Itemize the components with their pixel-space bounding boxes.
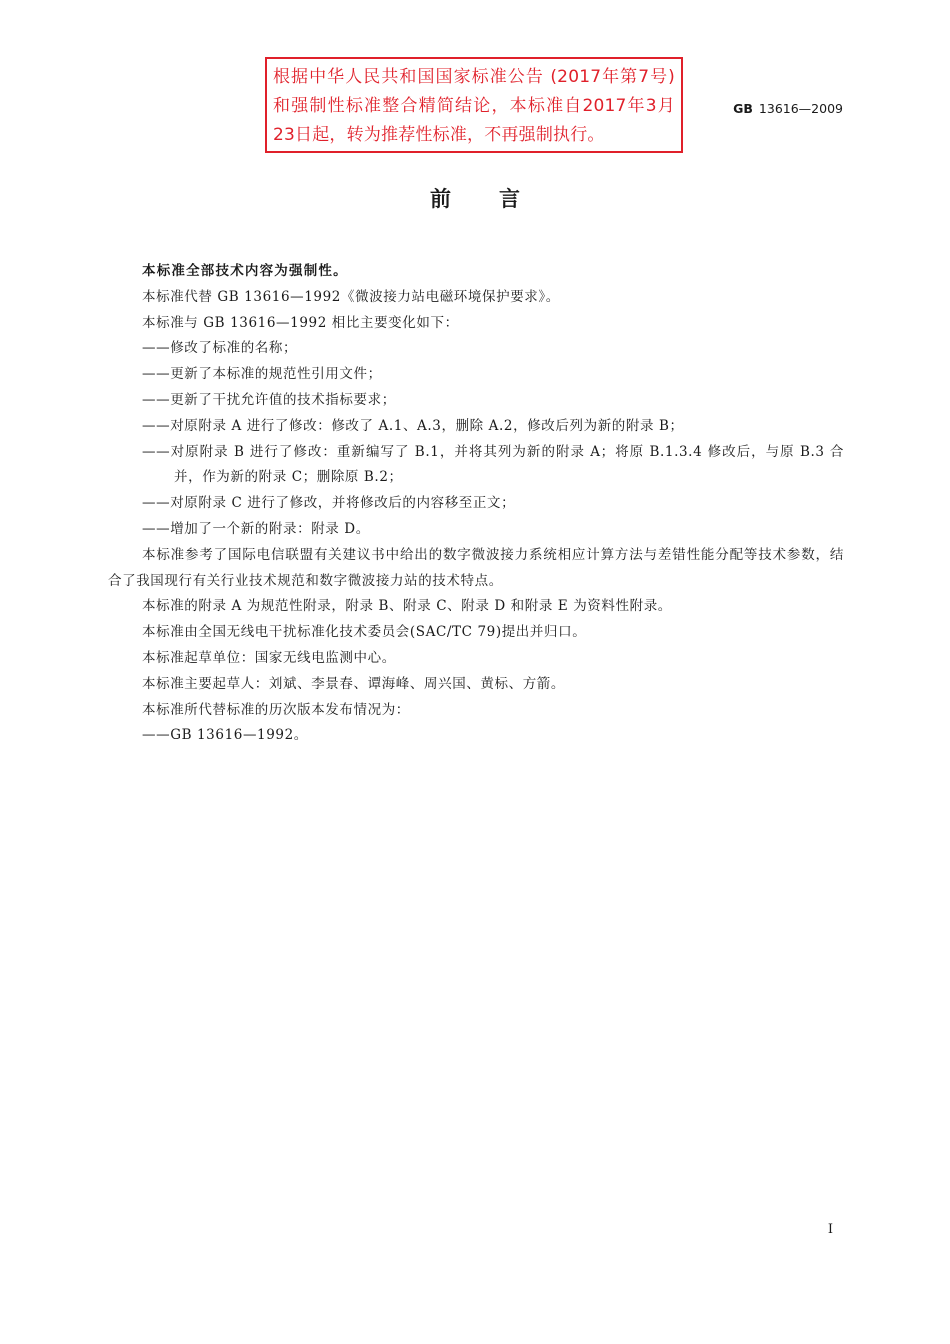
standard-code bbox=[733, 101, 843, 116]
drafters-statement: 本标准主要起草人：刘斌、李景春、谭海峰、周兴国、黄标、方箭。 bbox=[142, 675, 565, 692]
list-item: ——对原附录 B 进行了修改：重新编写了 B.1，并将其列为新的附录 A；将原 B.1.3.4 修改后，与原 B.3 合并，作为新的附录 C；删除原 B.2； bbox=[142, 443, 844, 486]
replaces-statement: 本标准代替 GB 13616—1992《微波接力站电磁环境保护要求》。 bbox=[142, 288, 560, 305]
history-intro: 本标准所代替标准的历次版本发布情况为： bbox=[142, 701, 410, 718]
proposed-by-statement: 本标准由全国无线电干扰标准化技术委员会(SAC/TC 79)提出并归口。 bbox=[142, 624, 587, 641]
standard-code-prefix: GB bbox=[733, 101, 753, 116]
list-item: ——对原附录 A 进行了修改：修改了 A.1、A.3，删除 A.2，修改后列为新的附录 B； bbox=[142, 417, 684, 434]
foreword-body bbox=[108, 259, 844, 749]
mandatory-status-notice bbox=[265, 57, 683, 153]
list-item: ——对原附录 C 进行了修改，并将修改后的内容移至正文； bbox=[142, 495, 516, 512]
annexes-statement: 本标准的附录 A 为规范性附录，附录 B、附录 C、附录 D 和附录 E 为资料性附录。 bbox=[142, 598, 672, 615]
lead-statement: 本标准全部技术内容为强制性。 bbox=[142, 263, 348, 279]
drafting-unit-statement: 本标准起草单位：国家无线电监测中心。 bbox=[142, 649, 396, 666]
list-item: ——修改了标准的名称； bbox=[142, 340, 298, 357]
standard-code-number: 13616—2009 bbox=[758, 101, 843, 116]
page-number: I bbox=[827, 1222, 833, 1237]
changes-intro: 本标准与 GB 13616—1992 相比主要变化如下： bbox=[142, 314, 459, 331]
reference-statement: 本标准参考了国际电信联盟有关建议书中给出的数字微波接力系统相应计算方法与差错性能分配等技术参数，结合了我国现行有关行业技术规范和数字微波接力站的技术特点。 bbox=[108, 546, 844, 589]
list-item: ——更新了干扰允许值的技术指标要求； bbox=[142, 391, 396, 408]
page-title: 前言 bbox=[430, 187, 568, 211]
history-item: ——GB 13616—1992。 bbox=[142, 727, 308, 744]
list-item: ——更新了本标准的规范性引用文件； bbox=[142, 366, 382, 383]
notice-text: 根据中华人民共和国国家标准公告 (2017年第7号) 和强制性标准整合精简结论，本标准自2017年3月23日起，转为推荐性标准，不再强制执行。 bbox=[273, 67, 675, 145]
list-item: ——增加了一个新的附录：附录 D。 bbox=[142, 520, 370, 537]
